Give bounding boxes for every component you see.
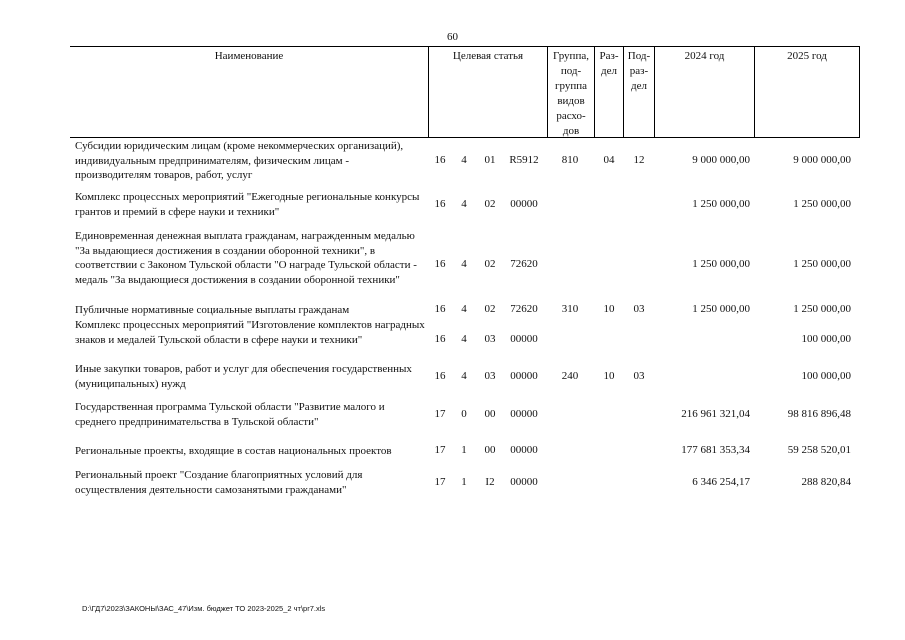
subsection-code: 03 [633, 303, 645, 315]
code-direction: 00000 [510, 408, 538, 420]
code-program: 16 [434, 198, 446, 210]
code-direction: 00000 [510, 476, 538, 488]
row-name: Комплекс процессных мероприятий "Изготовление комплектов наградных знаков и медалей Тульской области в сфере науки и техники" [75, 319, 425, 346]
code-direction: R5912 [509, 154, 539, 166]
amount-2025: 1 250 000,00 [793, 198, 851, 210]
code-subprogram: 4 [461, 303, 467, 315]
amount-2025: 59 258 520,01 [787, 444, 851, 456]
code-subprogram: 4 [461, 258, 467, 270]
table-header [70, 46, 860, 138]
amount-2025: 100 000,00 [801, 333, 851, 345]
section-code: 04 [603, 154, 615, 166]
amount-2025: 1 250 000,00 [793, 258, 851, 270]
expense-group: 240 [561, 370, 579, 382]
code-direction: 72620 [510, 303, 538, 315]
row-name: Комплекс процессных мероприятий "Ежегодные региональные конкурсы грантов и премий в сфере науки и техники" [75, 191, 420, 218]
code-subprogram: 4 [461, 154, 467, 166]
amount-2024: 177 681 353,34 [681, 444, 750, 456]
amount-2025: 288 820,84 [801, 476, 851, 488]
code-event: 00 [484, 444, 496, 456]
amount-2025: 100 000,00 [801, 370, 851, 382]
code-direction: 72620 [510, 258, 538, 270]
code-event: I2 [485, 476, 495, 488]
amount-2024: 6 346 254,17 [692, 476, 750, 488]
code-subprogram: 4 [461, 333, 467, 345]
header-target: Целевая статья [428, 47, 547, 137]
code-event: 03 [484, 370, 496, 382]
file-path: D:\ГД7\2023\ЗАКОНЫ\ЗАС_47\Изм. бюджет ТО 2023-2025_2 чт\pr7.xls [82, 604, 326, 613]
code-subprogram: 1 [461, 476, 467, 488]
page-number: 60 [447, 31, 458, 43]
amount-2025: 9 000 000,00 [793, 154, 851, 166]
code-subprogram: 1 [461, 444, 467, 456]
row-name: Субсидии юридическим лицам (кроме некоммерческих организаций), индивидуальным предпринимателям, физическим лицам - производителям товаров, работ, услуг [75, 140, 404, 181]
section-code: 10 [603, 303, 615, 315]
header-subsection: Под- раз- дел [623, 47, 654, 137]
code-program: 16 [434, 370, 446, 382]
amount-2024: 1 250 000,00 [692, 258, 750, 270]
header-2024: 2024 год [654, 47, 754, 137]
amount-2024: 1 250 000,00 [692, 198, 750, 210]
code-direction: 00000 [510, 198, 538, 210]
code-program: 16 [434, 258, 446, 270]
code-direction: 00000 [510, 333, 538, 345]
code-program: 17 [434, 476, 446, 488]
amount-2025: 1 250 000,00 [793, 303, 851, 315]
row-name: Иные закупки товаров, работ и услуг для обеспечения государственных (муниципальных) нужд [75, 363, 412, 390]
code-subprogram: 4 [461, 198, 467, 210]
header-name: Наименование [214, 50, 284, 62]
subsection-code: 03 [633, 370, 645, 382]
row-name: Единовременная денежная выплата гражданам, награжденным медалью "За выдающиеся достижения в создании оборонной техники", в соответствии с Законом Тульской области "О награде Тульской области - медаль "За выдающиеся достижения в создании оборонной техники" [75, 230, 417, 286]
header-section: Раз- дел [594, 47, 623, 137]
code-event: 01 [484, 154, 496, 166]
code-program: 17 [434, 408, 446, 420]
code-event: 00 [484, 408, 496, 420]
section-code: 10 [603, 370, 615, 382]
header-2025: 2025 год [754, 47, 860, 137]
code-program: 16 [434, 154, 446, 166]
row-name: Региональный проект "Создание благоприятных условий для осуществления деятельности самозанятыми гражданами" [75, 469, 363, 496]
amount-2024: 216 961 321,04 [681, 408, 750, 420]
code-program: 17 [434, 444, 446, 456]
header-group: Группа, под- группа видов расхо- дов [547, 47, 594, 137]
code-subprogram: 4 [461, 370, 467, 382]
amount-2024: 9 000 000,00 [692, 154, 750, 166]
code-program: 16 [434, 333, 446, 345]
code-program: 16 [434, 303, 446, 315]
code-direction: 00000 [510, 444, 538, 456]
code-event: 02 [484, 303, 496, 315]
expense-group: 810 [561, 154, 579, 166]
code-subprogram: 0 [461, 408, 467, 420]
row-name: Государственная программа Тульской области "Развитие малого и среднего предпринимательства в Тульской области" [75, 401, 385, 428]
code-event: 02 [484, 258, 496, 270]
code-event: 03 [484, 333, 496, 345]
code-event: 02 [484, 198, 496, 210]
expense-group: 310 [561, 303, 579, 315]
row-name: Региональные проекты, входящие в состав национальных проектов [75, 445, 392, 457]
amount-2024: 1 250 000,00 [692, 303, 750, 315]
amount-2025: 98 816 896,48 [787, 408, 851, 420]
row-name: Публичные нормативные социальные выплаты гражданам [75, 304, 350, 316]
code-direction: 00000 [510, 370, 538, 382]
subsection-code: 12 [633, 154, 645, 166]
